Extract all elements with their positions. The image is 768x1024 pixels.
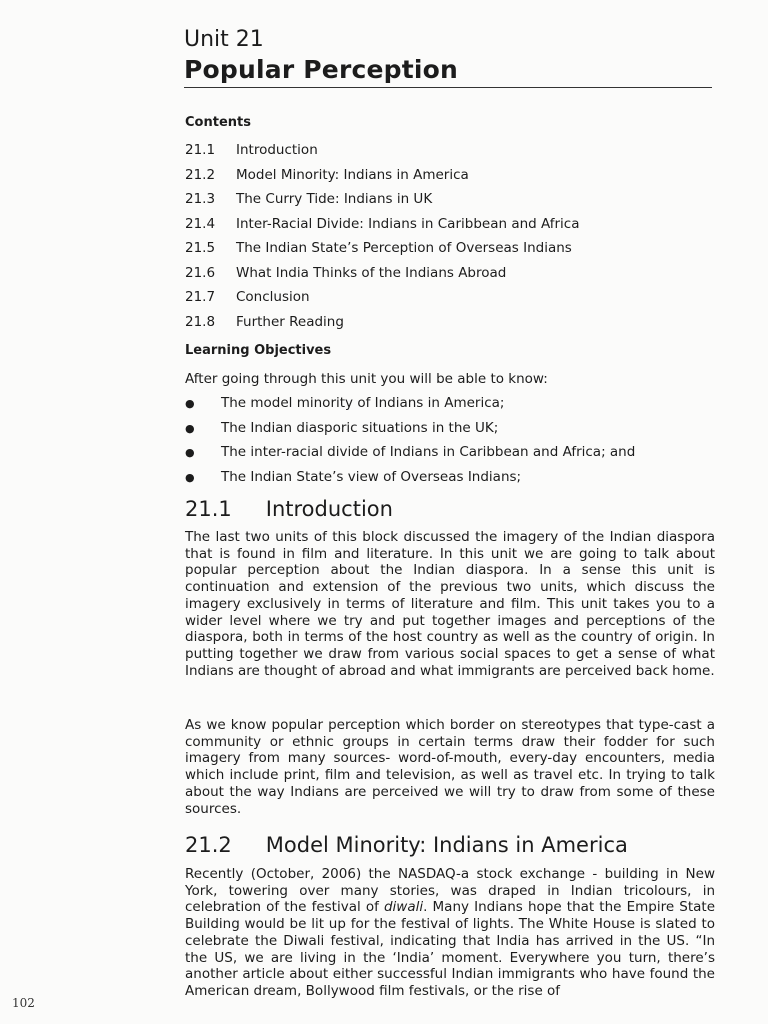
model-minority-paragraph [185,866,715,1000]
section-number: 21.1 [185,497,232,521]
unit-label: Unit 21 [184,27,264,52]
list-item-text: The inter-racial divide of Indians in Caribbean and Africa; and [221,444,636,460]
toc-item-label: The Curry Tide: Indians in UK [236,191,433,207]
section-heading-model-minority [185,832,628,858]
introduction-paragraph-2: As we know popular perception which border on stereotypes that type-cast a community or ethnic groups in certain terms draw their fodder for such imagery from many sources- word-of-mouth, every-day encounters, media which include print, film and television, as well as travel etc. In trying to talk about the way Indians are perceived we will try to draw from some of these sources. [185,717,715,817]
toc-item-number: 21.7 [185,289,216,305]
toc-item-number: 21.3 [185,191,216,207]
learning-objectives-list [185,395,635,493]
learning-objectives-heading: Learning Objectives [185,343,332,358]
section-title: Model Minority: Indians in America [265,833,628,857]
toc-item-number: 21.6 [185,264,216,281]
bullet-icon: ● [185,470,195,484]
contents-heading: Contents [185,115,251,130]
toc-item-number: 21.5 [185,240,216,256]
toc-item [185,142,580,167]
section-heading-introduction [185,496,393,522]
toc-item-label: Further Reading [236,313,344,330]
bullet-icon: ● [185,397,195,410]
toc-item [185,265,580,290]
list-item [185,420,635,445]
learning-objectives-intro: After going through this unit you will be able to know: [185,371,548,387]
toc-item-number: 21.1 [185,142,216,158]
toc-item [185,240,580,265]
section-title: Introduction [265,497,393,521]
italic-term: diwali [383,899,424,916]
list-item-text: The Indian diasporic situations in the UK; [221,419,499,436]
bullet-icon: ● [185,446,195,459]
toc-item [185,216,580,241]
table-of-contents [185,142,580,338]
toc-item [185,289,580,314]
toc-item-label: The Indian State’s Perception of Overseas Indians [236,240,572,256]
list-item-text: The model minority of Indians in America; [221,395,505,411]
list-item-text: The Indian State’s view of Overseas Indians; [221,468,522,485]
toc-item-label: Conclusion [236,289,310,305]
toc-item-number: 21.8 [185,313,216,330]
toc-item-number: 21.4 [185,215,216,232]
section-number: 21.2 [185,833,232,857]
toc-item-label: Inter-Racial Divide: Indians in Caribbean and Africa [236,215,580,232]
title-rule [184,87,712,88]
list-item [185,469,635,494]
introduction-paragraph-1: The last two units of this block discussed the imagery of the Indian diaspora that is found in film and literature. In this unit we are going to talk about popular perception about the Indian diaspora. In a sense this unit is continuation and extension of the previous two units, which discuss the imagery exclusively in terms of literature and film. This unit takes you to a wider level where we try and put together images and perceptions of the diaspora, both in terms of the host country as well as the country of origin. In putting together we draw from various social spaces to get a sense of what Indians are thought of abroad and what immigrants are perceived back home. [185,529,715,679]
paragraph-text: . Many Indians hope that the Empire State Building would be lit up for the festival of lights. The White House is slated to celebrate the Diwali festival, indicating that India has arrived in the US. “In the US, we are living in the ‘India’ moment. Everywhere you turn, there’s another article about either successful Indian immigrants who have found the American dream, Bollywood film festivals, or the rise of [185,899,716,999]
list-item [185,444,635,469]
paragraph-text: Recently (October, 2006) the NASDAQ-a stock exchange - building in New York, towering over many stories, was draped in Indian tricolours, in celebration of the festival of [185,866,715,916]
toc-item [185,191,580,216]
page-title: Popular Perception [184,55,459,84]
page-number: 102 [12,996,35,1010]
bullet-icon: ● [185,421,195,435]
toc-item-label: Introduction [236,142,318,158]
toc-item-label: What India Thinks of the Indians Abroad [236,264,507,281]
toc-item [185,167,580,192]
toc-item-number: 21.2 [185,166,216,183]
toc-item-label: Model Minority: Indians in America [236,166,469,183]
list-item [185,395,635,420]
toc-item [185,314,580,339]
